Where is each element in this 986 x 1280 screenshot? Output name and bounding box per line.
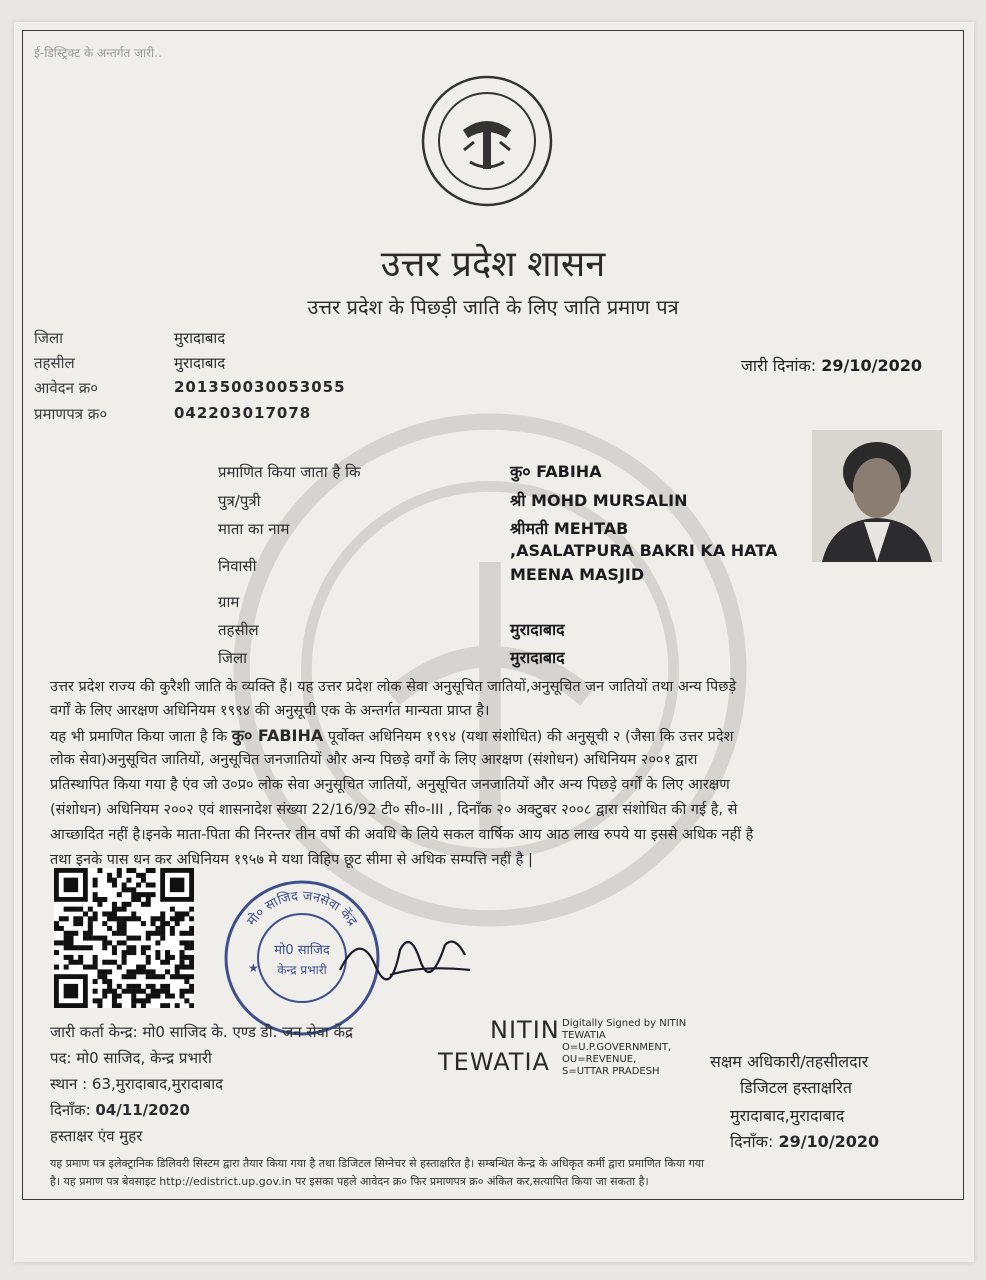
issue-date-label: जारी दिनांक: [741, 356, 817, 375]
authority-place: मुरादाबाद,मुरादाबाद [730, 1106, 845, 1125]
ds-line-1: Digitally Signed by NITIN [562, 1018, 687, 1029]
ds-line-4: OU=REVENUE, [562, 1054, 637, 1065]
body-line-7: आच्छादित नहीं है।इनके माता-पिता की निरन्तर तीन वर्षो की अवधि के लिये सकल वार्षिक आय आठ लाख रुपये या इससे अधिक नहीं है [50, 827, 754, 843]
authority-date [730, 1130, 879, 1152]
issuing-center: जारी कर्ता केन्द्र: मो0 साजिद के. एण्ड डी. जन सेवा केंद्र [50, 1023, 353, 1041]
application-number-value: 201350030053055 [174, 378, 346, 396]
document-title: उत्तर प्रदेश शासन [380, 244, 606, 285]
father-name: श्री MOHD MURSALIN [510, 491, 688, 510]
body-line-8: तथा इनके पास धन कर अधिनियम १९५७ मे यथा विहिप छूट सीमा से अधिक सम्पत्ति नहीं है | [50, 852, 533, 868]
authority-title: सक्षम अधिकारी/तहसीलदार [710, 1052, 869, 1071]
field-tehsil-label: तहसील [218, 621, 259, 639]
issuer-date-value: 04/11/2020 [95, 1101, 190, 1119]
svg-text:★: ★ [248, 961, 259, 975]
mother-name: श्रीमती MEHTAB [510, 519, 629, 538]
village-label: ग्राम [218, 593, 240, 611]
applicant-photo [812, 430, 942, 562]
authority-date-label: दिनाँक: [730, 1132, 774, 1151]
issuer-place: स्थान : 63,मुरादाबाद,मुरादाबाद [50, 1075, 224, 1093]
body-line-5: प्रतिस्थापित किया गया है एंव जो उ०प्र० लोक सेवा अनुसूचित जातियों, अनुसूचित जनजातियों और अन्य पिछड़े वर्गों के लिए आरक्षण [50, 777, 730, 793]
body-line-3-c: पूर्वोक्त अधिनियम १९९४ (यथा संशोधित) की अनुसूची २ (जैसा कि उत्तर प्रदेश [327, 729, 734, 745]
field-district-label: जिला [218, 649, 248, 667]
mother-label: माता का नाम [218, 520, 290, 538]
body-line-1: उत्तर प्रदेश राज्य की कुरैशी जाति के व्यक्ति हैं। यह उत्तर प्रदेश लोक सेवा अनुसूचित जातियों,अनुसूचित जन जातियों तथा अन्य पिछड़े [50, 679, 737, 695]
authority-digital: डिजिटल हस्ताक्षरित [740, 1078, 852, 1097]
sign-and-seal-label: हस्ताक्षर एंव मुहर [50, 1127, 143, 1145]
body-line-6: (संशोधन) अधिनियम २००२ एवं शासनादेश संख्या 22/16/92 टी० सी०-III , दिनाँक २० अक्टुबर २००८ द्वारा संशोधित की गई है, से [50, 802, 738, 818]
stamp-inner-line1: मो0 साजिद [274, 943, 330, 958]
district-value: मुरादाबाद [174, 329, 226, 347]
ds-line-3: O=U.P.GOVERNMENT, [562, 1042, 672, 1053]
stamp-outer-text: मो० साजिद जनसेवा केंद्र [244, 888, 360, 929]
certified-label: प्रमाणित किया जाता है कि [218, 463, 361, 481]
body-line-4: लोक सेवा)अनुसूचित जातियों, अनुसूचित जनजातियों और अन्य पिछड़े वर्गों के लिए आरक्षण (संशोधन) अधिनियम २००१ द्वारा [50, 752, 698, 768]
certificate-number-value: 042203017078 [174, 404, 312, 422]
certificate-number-label: प्रमाणपत्र क्र० [34, 405, 108, 423]
signer-name-2: TEWATIA [438, 1048, 550, 1076]
certified-name: कु० FABIHA [510, 462, 602, 481]
tehsil-value: मुरादाबाद [174, 354, 226, 372]
stamp-inner-line2: केन्द्र प्रभारी [277, 963, 327, 977]
tehsil-label: तहसील [34, 354, 75, 372]
resident-address-line2: MEENA MASJID [510, 565, 645, 584]
parent-label: पुत्र/पुत्री [218, 492, 261, 510]
district-label: जिला [34, 329, 64, 347]
issue-date [741, 354, 922, 376]
body-line-3-name: कु० FABIHA [231, 726, 324, 745]
footer-line-1: यह प्रमाण पत्र इलेक्ट्रानिक डिलिवरी सिस्टम द्वारा तैयार किया गया है तथा डिजिटल सिग्नेचर से हस्ताक्षरित है। सम्बन्धित केन्द्र के अधिकृत कर्मी द्वारा प्रमाणित किया गया [50, 1157, 704, 1170]
signer-name-1: NITIN [490, 1016, 560, 1044]
body-line-3 [50, 724, 733, 746]
handwritten-signature [330, 920, 480, 990]
document-subtitle: उत्तर प्रदेश के पिछड़ी जाति के लिए जाति प्रमाण पत्र [307, 295, 679, 319]
authority-date-value: 29/10/2020 [778, 1132, 880, 1151]
ds-line-5: S=UTTAR PRADESH [562, 1066, 660, 1077]
issuer-post: पद: मो0 साजिद, केन्द्र प्रभारी [50, 1049, 212, 1067]
resident-label: निवासी [218, 557, 257, 575]
issue-date-value: 29/10/2020 [821, 356, 922, 375]
body-line-3-a: यह भी प्रमाणित किया जाता है कि [50, 729, 228, 745]
up-government-emblem-icon [418, 72, 556, 210]
ds-line-2: TEWATIA [562, 1030, 606, 1041]
field-district-value: मुरादाबाद [510, 648, 565, 667]
qr-code[interactable] [54, 868, 194, 1008]
body-line-2: वर्गों के लिए आरक्षण अधिनियम १९९४ की अनुसूची एक के अन्तर्गत मान्यता प्राप्त है। [50, 703, 490, 719]
footer-line-2: है। यह प्रमाण पत्र बेवसाइट http://edistrict.up.gov.in पर इसका पहले आवेदन क्र० फिर प्रमाणपत्र क्र० अंकित कर,सत्यापित किया जा सकता है। [50, 1175, 649, 1188]
resident-address-line1: ,ASALATPURA BAKRI KA HATA [510, 541, 778, 560]
field-tehsil-value: मुरादाबाद [510, 620, 565, 639]
edistrict-note: ई-डिस्ट्रिक्ट के अन्तर्गत जारी.. [34, 46, 162, 60]
application-number-label: आवेदन क्र० [34, 379, 99, 397]
issuer-date [50, 1100, 190, 1120]
digital-sign-details [562, 1018, 686, 1078]
issuer-date-label: दिनाँक: [50, 1101, 91, 1119]
